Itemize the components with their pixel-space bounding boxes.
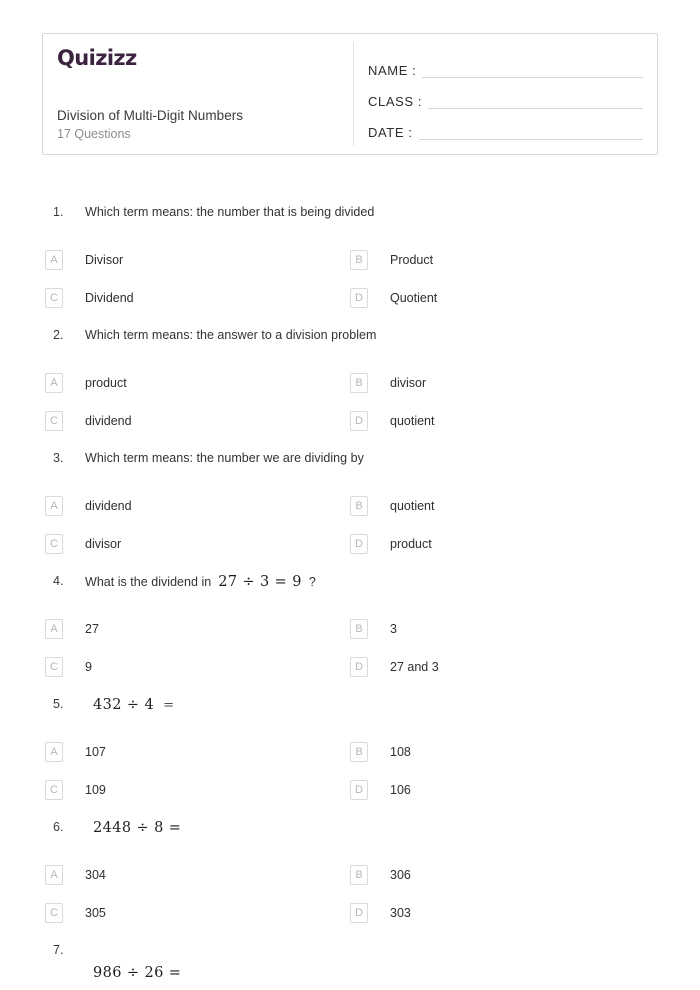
question-equals-sign: = bbox=[163, 698, 174, 713]
answer-option[interactable] bbox=[45, 411, 132, 431]
option-letter-badge: A bbox=[45, 496, 63, 516]
answer-option[interactable] bbox=[45, 373, 127, 393]
option-text: Product bbox=[390, 253, 434, 267]
option-letter-badge: C bbox=[45, 903, 63, 923]
answer-options bbox=[0, 865, 700, 931]
question-number: 4. bbox=[53, 574, 64, 588]
question-number: 1. bbox=[53, 205, 64, 219]
option-letter-badge: C bbox=[45, 780, 63, 800]
option-text: dividend bbox=[85, 499, 132, 513]
quizizz-logo bbox=[57, 48, 353, 69]
date-field-label: DATE : bbox=[368, 125, 413, 140]
question-math-expression: 27 ÷ 3 = 9 bbox=[218, 574, 302, 590]
question-math-expression: 432 ÷ 4 bbox=[93, 697, 155, 713]
question-trail-text: ? bbox=[308, 575, 316, 589]
option-letter-badge: C bbox=[45, 657, 63, 677]
name-input[interactable] bbox=[422, 76, 643, 78]
class-field-label: CLASS : bbox=[368, 94, 423, 109]
option-letter-badge: A bbox=[45, 250, 63, 270]
question-number: 2. bbox=[53, 328, 64, 342]
option-text: quotient bbox=[390, 499, 435, 513]
option-text: 27 and 3 bbox=[390, 660, 439, 674]
answer-option[interactable] bbox=[45, 865, 106, 885]
question-header bbox=[0, 205, 700, 227]
option-text: dividend bbox=[85, 414, 132, 428]
answer-option[interactable] bbox=[45, 250, 123, 270]
answer-option[interactable] bbox=[350, 865, 411, 885]
worksheet-header-card bbox=[42, 33, 658, 155]
question-header bbox=[0, 943, 700, 981]
answer-option[interactable] bbox=[350, 250, 433, 270]
option-letter-badge: C bbox=[45, 288, 63, 308]
option-letter-badge: A bbox=[45, 742, 63, 762]
class-field-row bbox=[368, 81, 643, 112]
answer-option[interactable] bbox=[350, 288, 437, 308]
answer-options bbox=[0, 250, 700, 316]
answer-option[interactable] bbox=[350, 496, 434, 516]
option-text: Divisor bbox=[85, 253, 124, 267]
answer-options bbox=[0, 496, 700, 562]
question-number: 7. bbox=[53, 943, 64, 957]
option-letter-badge: D bbox=[350, 657, 368, 677]
question-lead-text: What is the dividend in bbox=[85, 575, 212, 589]
question-math-expression: 2448 ÷ 8 = bbox=[93, 820, 182, 836]
question-header bbox=[0, 574, 700, 596]
question-header bbox=[0, 328, 700, 350]
option-letter-badge: D bbox=[350, 903, 368, 923]
option-text: divisor bbox=[85, 537, 122, 551]
option-text: Quotient bbox=[390, 291, 438, 305]
option-letter-badge: D bbox=[350, 288, 368, 308]
question-text bbox=[93, 697, 174, 713]
question-block bbox=[0, 328, 700, 439]
answer-option[interactable] bbox=[45, 534, 121, 554]
question-block bbox=[0, 451, 700, 562]
question-text: Which term means: the answer to a division problem bbox=[85, 328, 377, 342]
answer-option[interactable] bbox=[350, 657, 439, 677]
option-text: product bbox=[390, 537, 432, 551]
option-letter-badge: A bbox=[45, 373, 63, 393]
option-text: 27 bbox=[85, 622, 99, 636]
option-text: 107 bbox=[85, 745, 106, 759]
option-letter-badge: B bbox=[350, 250, 368, 270]
option-letter-badge: B bbox=[350, 373, 368, 393]
question-text bbox=[93, 820, 181, 836]
question-block bbox=[0, 943, 700, 981]
question-header bbox=[0, 697, 700, 719]
answer-option[interactable] bbox=[350, 373, 426, 393]
option-text: 305 bbox=[85, 906, 106, 920]
answer-option[interactable] bbox=[45, 619, 99, 639]
answer-option[interactable] bbox=[45, 288, 134, 308]
quizizz-logo-text: Quizizz bbox=[57, 46, 137, 70]
option-letter-badge: B bbox=[350, 496, 368, 516]
question-number: 5. bbox=[53, 697, 64, 711]
answer-option[interactable] bbox=[350, 780, 411, 800]
question-text bbox=[93, 965, 181, 981]
option-letter-badge: B bbox=[350, 619, 368, 639]
option-letter-badge: B bbox=[350, 865, 368, 885]
question-count-label: 17 Questions bbox=[57, 127, 131, 141]
option-text: 108 bbox=[390, 745, 411, 759]
option-text: product bbox=[85, 376, 127, 390]
option-text: divisor bbox=[390, 376, 427, 390]
class-input[interactable] bbox=[428, 107, 643, 109]
date-input[interactable] bbox=[419, 138, 643, 140]
student-info-panel bbox=[354, 34, 657, 154]
question-block bbox=[0, 820, 700, 931]
answer-option[interactable] bbox=[45, 742, 106, 762]
option-text: 106 bbox=[390, 783, 411, 797]
question-number: 3. bbox=[53, 451, 64, 465]
option-letter-badge: C bbox=[45, 534, 63, 554]
option-text: Dividend bbox=[85, 291, 134, 305]
answer-options bbox=[0, 619, 700, 685]
answer-option[interactable] bbox=[45, 780, 106, 800]
answer-option[interactable] bbox=[350, 534, 432, 554]
option-letter-badge: D bbox=[350, 780, 368, 800]
option-letter-badge: B bbox=[350, 742, 368, 762]
answer-option[interactable] bbox=[45, 903, 106, 923]
option-text: quotient bbox=[390, 414, 435, 428]
answer-options bbox=[0, 742, 700, 808]
answer-option[interactable] bbox=[350, 742, 411, 762]
option-letter-badge: C bbox=[45, 411, 63, 431]
question-block bbox=[0, 574, 700, 685]
question-block bbox=[0, 205, 700, 316]
question-number: 6. bbox=[53, 820, 64, 834]
option-text: 304 bbox=[85, 868, 106, 882]
question-text: Which term means: the number that is being divided bbox=[85, 205, 375, 219]
question-header bbox=[0, 451, 700, 473]
question-header bbox=[0, 820, 700, 842]
page-title: Division of Multi-Digit Numbers bbox=[57, 108, 244, 123]
option-text: 9 bbox=[85, 660, 92, 674]
option-letter-badge: A bbox=[45, 619, 63, 639]
date-field-row bbox=[368, 112, 643, 143]
name-field-row bbox=[368, 50, 643, 81]
name-field-label: NAME : bbox=[368, 63, 417, 78]
header-left-panel bbox=[43, 34, 353, 154]
option-letter-badge: D bbox=[350, 534, 368, 554]
option-text: 3 bbox=[390, 622, 397, 636]
option-letter-badge: A bbox=[45, 865, 63, 885]
answer-option[interactable] bbox=[45, 496, 132, 516]
answer-option[interactable] bbox=[350, 619, 397, 639]
answer-option[interactable] bbox=[45, 657, 92, 677]
option-text: 303 bbox=[390, 906, 411, 920]
question-text bbox=[85, 574, 316, 590]
answer-options bbox=[0, 373, 700, 439]
question-math-expression: 986 ÷ 26 = bbox=[93, 965, 182, 981]
question-block bbox=[0, 697, 700, 808]
option-text: 109 bbox=[85, 783, 106, 797]
option-text: 306 bbox=[390, 868, 411, 882]
question-text: Which term means: the number we are dividing by bbox=[85, 451, 364, 465]
option-letter-badge: D bbox=[350, 411, 368, 431]
answer-option[interactable] bbox=[350, 411, 434, 431]
answer-option[interactable] bbox=[350, 903, 411, 923]
